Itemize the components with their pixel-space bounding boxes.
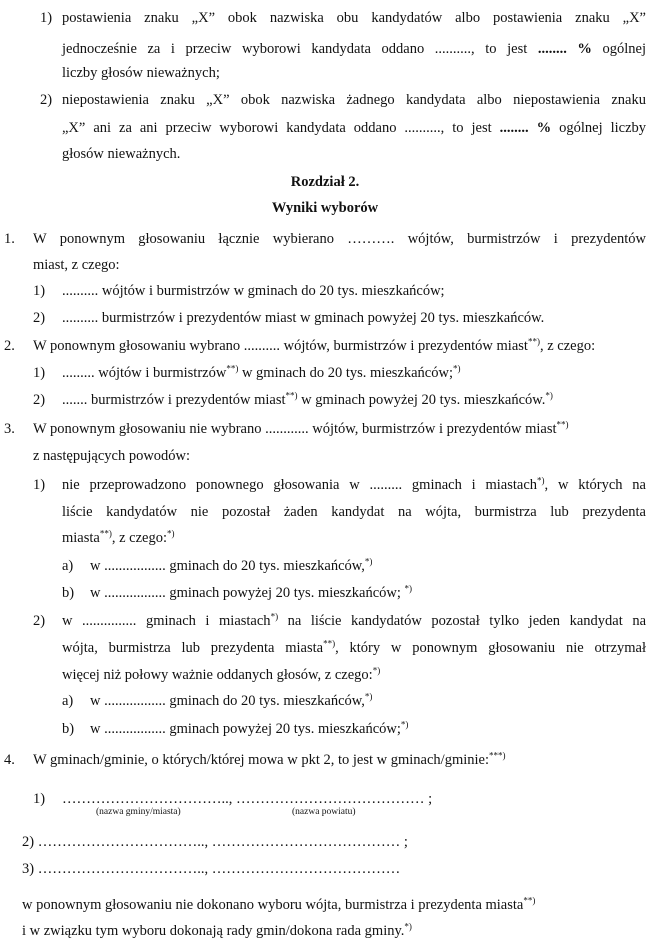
- item-line: niepostawienia znaku „X” obok nazwiska żadnego kandydata albo niepostawienia znaku: [62, 92, 646, 108]
- closing-line: w ponownym głosowaniu nie dokonano wyboru wójta, burmistrza i prezydenta miasta**): [22, 895, 536, 913]
- item-line: „X” ani za ani przeciw wyborowi kandydata oddano .........., to jest ........ % ogólnej liczby: [62, 120, 647, 136]
- subitem-line: w ............... gminach i miastach*) na liście kandydatów pozostał tylko jeden kandydat na: [62, 611, 647, 629]
- item-line: jednocześnie za i przeciw wyborowi kandydata oddano .........., to jest ........ % ogólnej: [62, 41, 647, 57]
- fill-row: 2) …………………………….., ………………………………… ;: [22, 834, 408, 850]
- fill-row-number: 1): [33, 791, 46, 807]
- letter-item-line: w ................. gminach do 20 tys. mieszkańców,*): [90, 556, 373, 574]
- point-line: z następujących powodów:: [33, 448, 191, 464]
- letter-item-line: w ................. gminach powyżej 20 tys. mieszkańców;*): [90, 719, 409, 737]
- chapter-title: Rozdział 2.: [290, 174, 360, 190]
- closing-line: i w związku tym wyboru dokonają rady gmin/dokona rada gminy.*): [22, 921, 412, 939]
- letter-item-line: w ................. gminach powyżej 20 tys. mieszkańców; *): [90, 583, 413, 601]
- subitem-line: liście kandydatów nie pozostał żaden kandydat na wójta, burmistrza lub prezydenta: [62, 504, 646, 520]
- subitem-line: ......... wójtów i burmistrzów**) w gminach do 20 tys. mieszkańców;*): [62, 363, 461, 381]
- point-line: W ponownym głosowaniu łącznie wybierano ………. wójtów, burmistrzów i prezydentów: [33, 231, 646, 247]
- point-line: W ponownym głosowaniu wybrano .......... wójtów, burmistrzów i prezydentów miast**), z czego:: [33, 336, 596, 354]
- point-number: 1.: [4, 231, 15, 247]
- subitem-line: miasta**), z czego:*): [62, 528, 175, 546]
- subitem-line: ....... burmistrzów i prezydentów miast**) w gminach powyżej 20 tys. mieszkańców.*): [62, 390, 553, 408]
- subitem-number: 1): [33, 283, 46, 299]
- item-line: głosów nieważnych.: [62, 146, 181, 162]
- fill-row: 3) …………………………….., …………………………………: [22, 861, 401, 877]
- item-line: liczby głosów nieważnych;: [62, 65, 220, 81]
- item-line: postawienia znaku „X” obok nazwiska obu kandydatów albo postawienia znaku „X”: [62, 10, 646, 26]
- subitem-number: 2): [33, 613, 46, 629]
- chapter-subtitle: Wyniki wyborów: [271, 200, 379, 216]
- point-line: miast, z czego:: [33, 257, 120, 273]
- subitem-line: .......... wójtów i burmistrzów w gminach do 20 tys. mieszkańców;: [62, 283, 445, 299]
- field-label-powiat: (nazwa powiatu): [292, 807, 356, 817]
- letter-item-number: b): [62, 585, 75, 601]
- subitem-line: nie przeprowadzono ponownego głosowania w ......... gminach i miastach*), w których na: [62, 475, 646, 493]
- subitem-number: 2): [33, 392, 46, 408]
- field-label-gmina: (nazwa gminy/miasta): [96, 807, 181, 817]
- point-number: 3.: [4, 421, 15, 437]
- point-number: 2.: [4, 338, 15, 354]
- subitem-number: 1): [33, 477, 46, 493]
- point-line: W ponownym głosowaniu nie wybrano ............ wójtów, burmistrzów i prezydentów miast**): [33, 419, 569, 437]
- subitem-number: 2): [33, 310, 46, 326]
- fill-row: …………………………….., ………………………………… ;: [62, 791, 433, 807]
- subitem-line: .......... burmistrzów i prezydentów miast w gminach powyżej 20 tys. mieszkańców.: [62, 310, 545, 326]
- subitem-line: więcej niż połowy ważnie oddanych głosów, z czego:*): [62, 665, 381, 683]
- subitem-number: 1): [33, 365, 46, 381]
- item-number: 2): [40, 92, 53, 108]
- point-number: 4.: [4, 752, 15, 768]
- letter-item-number: a): [62, 558, 74, 574]
- point-line: W gminach/gminie, o których/której mowa w pkt 2, to jest w gminach/gminie:***): [33, 750, 506, 768]
- item-number: 1): [40, 10, 53, 26]
- subitem-line: wójta, burmistrza lub prezydenta miasta**), który w ponownym głosowaniu nie otrzymał: [62, 638, 647, 656]
- letter-item-line: w ................. gminach do 20 tys. mieszkańców,*): [90, 691, 373, 709]
- letter-item-number: a): [62, 693, 74, 709]
- letter-item-number: b): [62, 721, 75, 737]
